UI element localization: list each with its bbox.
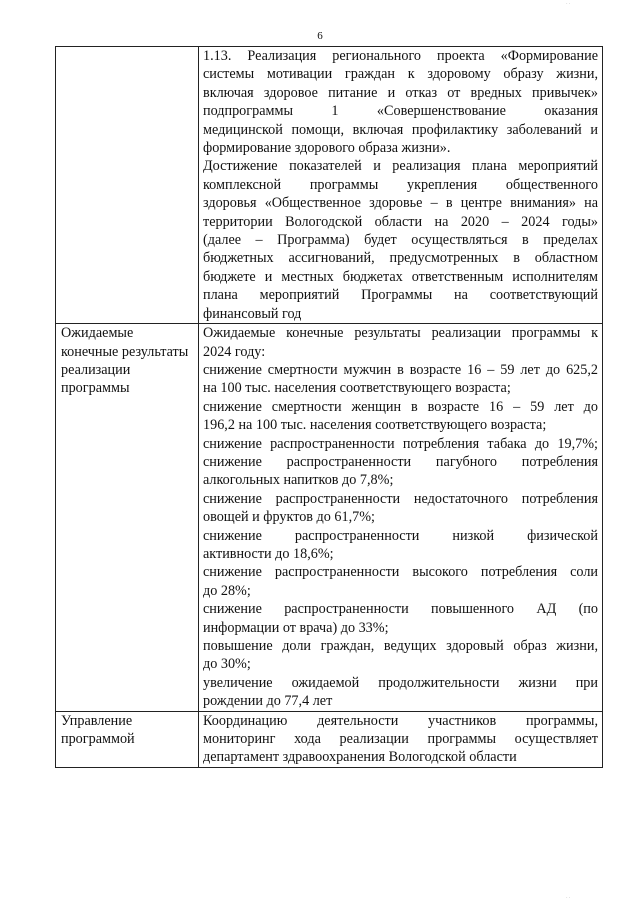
text-line: алкогольных напитков до 7,8%;	[203, 472, 394, 489]
text-line: снижение смертности мужчин в возрасте 16 – 59 лет до 625,2	[203, 361, 598, 378]
text-line: снижение распространенности низкой физической	[203, 527, 598, 544]
row-content	[199, 324, 603, 712]
text-line: финансовый год	[203, 305, 302, 322]
text-line: медицинской помощи, включая профилактику заболеваний и	[203, 121, 598, 138]
row-label	[56, 47, 199, 324]
text-line: увеличение ожидаемой продолжительности жизни при	[203, 674, 598, 691]
text-line: мониторинг хода реализации программы осуществляет	[203, 731, 598, 748]
row-label	[56, 324, 199, 712]
text-line: до 28%;	[203, 582, 251, 599]
text-line: повышение доли граждан, ведущих здоровый образ жизни,	[203, 638, 598, 654]
text-line: информации от врача) до 33%;	[203, 619, 389, 636]
text-line: снижение распространенности высокого потребления соли	[203, 564, 598, 581]
row-content	[199, 47, 603, 324]
text-line: комплексной программы укрепления общественного	[203, 176, 598, 193]
text-line: включая здоровое питание и отказ от вредных привычек»	[203, 84, 598, 101]
text-line: рождении до 77,4 лет	[203, 693, 333, 710]
scan-mark: · ·	[566, 2, 571, 7]
text-line: снижение смертности женщин в возрасте 16 – 59 лет до	[203, 398, 598, 415]
text-line: на 100 тыс. населения соответствующего возраста;	[203, 380, 511, 397]
text-line: 196,2 на 100 тыс. населения соответствующего возраста;	[203, 417, 547, 434]
table-row	[56, 47, 603, 324]
text-line: снижение распространенности пагубного потребления	[203, 453, 598, 470]
text-line: до 30%;	[203, 656, 251, 673]
text-line: бюджете и местных бюджетах ответственным исполнителям	[203, 268, 598, 285]
page-number: 6	[317, 30, 323, 42]
text-line: Достижение показателей и реализация плана мероприятий	[203, 158, 598, 175]
text-line: департамент здравоохранения Вологодской области	[203, 749, 517, 766]
text-line: 2024 году:	[203, 343, 266, 360]
row-label-text: Управление программой	[61, 712, 135, 748]
text-line: формирование здорового образа жизни».	[203, 140, 451, 157]
text-line: 1.13. Реализация регионального проекта «Формирование	[203, 48, 598, 64]
text-line: Ожидаемые конечные результаты реализации программы к	[203, 325, 598, 342]
table-row	[56, 324, 603, 712]
text-line: бюджетных ассигнований, предусмотренных в областном	[203, 250, 598, 267]
text-line: подпрограммы 1 «Совершенствование оказания	[203, 103, 598, 120]
row-label-text: Ожидаемые конечные результаты реализации программы	[61, 325, 189, 397]
text-line: (далее – Программа) будет осуществляться в пределах	[203, 232, 598, 249]
text-line: снижение распространенности потребления табака до 19,7%;	[203, 435, 598, 452]
text-line: овощей и фруктов до 61,7%;	[203, 509, 375, 526]
table-row	[56, 711, 603, 767]
text-line: системы мотивации граждан к здоровому образу жизни,	[203, 66, 598, 83]
text-line: Координацию деятельности участников программы,	[203, 712, 598, 729]
scan-mark: · ·	[566, 896, 571, 901]
text-line: здоровья «Общественное здоровье – в центре внимания» на	[203, 195, 598, 212]
passport-table	[55, 46, 603, 768]
text-line: активности до 18,6%;	[203, 545, 334, 562]
row-content	[199, 711, 603, 767]
text-line: плана мероприятий Программы на соответствующий	[203, 287, 598, 304]
text-line: снижение распространенности недостаточного потребления	[203, 490, 598, 507]
row-label	[56, 711, 199, 767]
text-line: снижение распространенности повышенного АД (по	[203, 601, 598, 618]
text-line: территории Вологодской области на 2020 – 2024 годы»	[203, 213, 598, 230]
